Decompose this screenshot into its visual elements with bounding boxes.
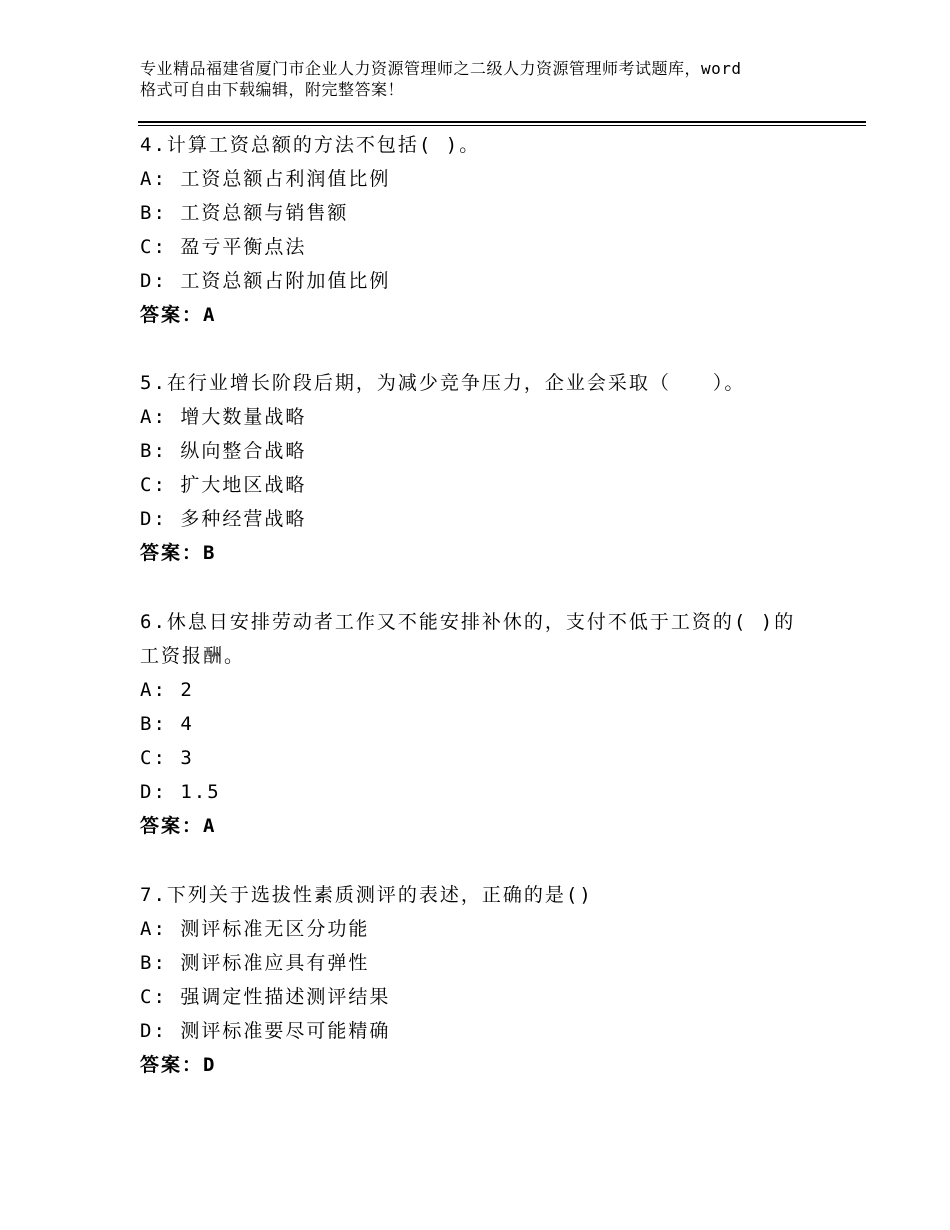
answer-line: [140, 298, 840, 332]
option-a: A: 工资总额占利润值比例: [140, 168, 391, 190]
option-d: D: 多种经营战略: [140, 508, 307, 530]
question-stem: 4.计算工资总额的方法不包括( )。: [140, 134, 481, 156]
question-5: [140, 366, 840, 570]
option-b: B: 测评标准应具有弹性: [140, 952, 370, 974]
document-header: [140, 58, 830, 100]
answer-label: 答案：: [140, 542, 204, 564]
answer-label: 答案：: [140, 815, 204, 837]
question-4: [140, 128, 840, 332]
option-b: B: 工资总额与销售额: [140, 202, 349, 224]
option-c: C: 盈亏平衡点法: [140, 236, 307, 258]
answer-line: [140, 1048, 840, 1082]
header-line-1: 专业精品福建省厦门市企业人力资源管理师之二级人力资源管理师考试题库，word: [140, 59, 742, 78]
answer-label: 答案：: [140, 1054, 204, 1076]
header-divider-thin: [138, 125, 866, 126]
option-c: C: 强调定性描述测评结果: [140, 986, 391, 1008]
option-a: A: 增大数量战略: [140, 406, 307, 428]
option-b: B: 4: [140, 713, 194, 735]
option-c: C: 3: [140, 747, 194, 769]
question-stem: 7.下列关于选拔性素质测评的表述，正确的是(): [140, 884, 593, 906]
option-d: D: 工资总额占附加值比例: [140, 270, 391, 292]
question-stem-line-2: 工资报酬。: [140, 645, 246, 667]
answer-value: B: [203, 542, 217, 564]
option-a: A: 2: [140, 679, 194, 701]
option-c: C: 扩大地区战略: [140, 474, 307, 496]
option-d: D: 1.5: [140, 781, 221, 803]
option-d: D: 测评标准要尽可能精确: [140, 1020, 391, 1042]
question-6: [140, 605, 840, 843]
header-divider-thick: [138, 121, 866, 123]
answer-value: D: [203, 1054, 217, 1076]
question-7: [140, 878, 840, 1082]
answer-value: A: [203, 304, 217, 326]
answer-line: [140, 809, 840, 843]
header-line-2: 格式可自由下载编辑，附完整答案！: [140, 80, 405, 99]
answer-value: A: [203, 815, 217, 837]
answer-line: [140, 536, 840, 570]
option-a: A: 测评标准无区分功能: [140, 918, 370, 940]
question-stem: 5.在行业增长阶段后期，为减少竞争压力，企业会采取（ ）。: [140, 372, 746, 394]
question-stem-line-1: 6.休息日安排劳动者工作又不能安排补休的，支付不低于工资的( )的: [140, 611, 796, 633]
option-b: B: 纵向整合战略: [140, 440, 307, 462]
answer-label: 答案：: [140, 304, 204, 326]
